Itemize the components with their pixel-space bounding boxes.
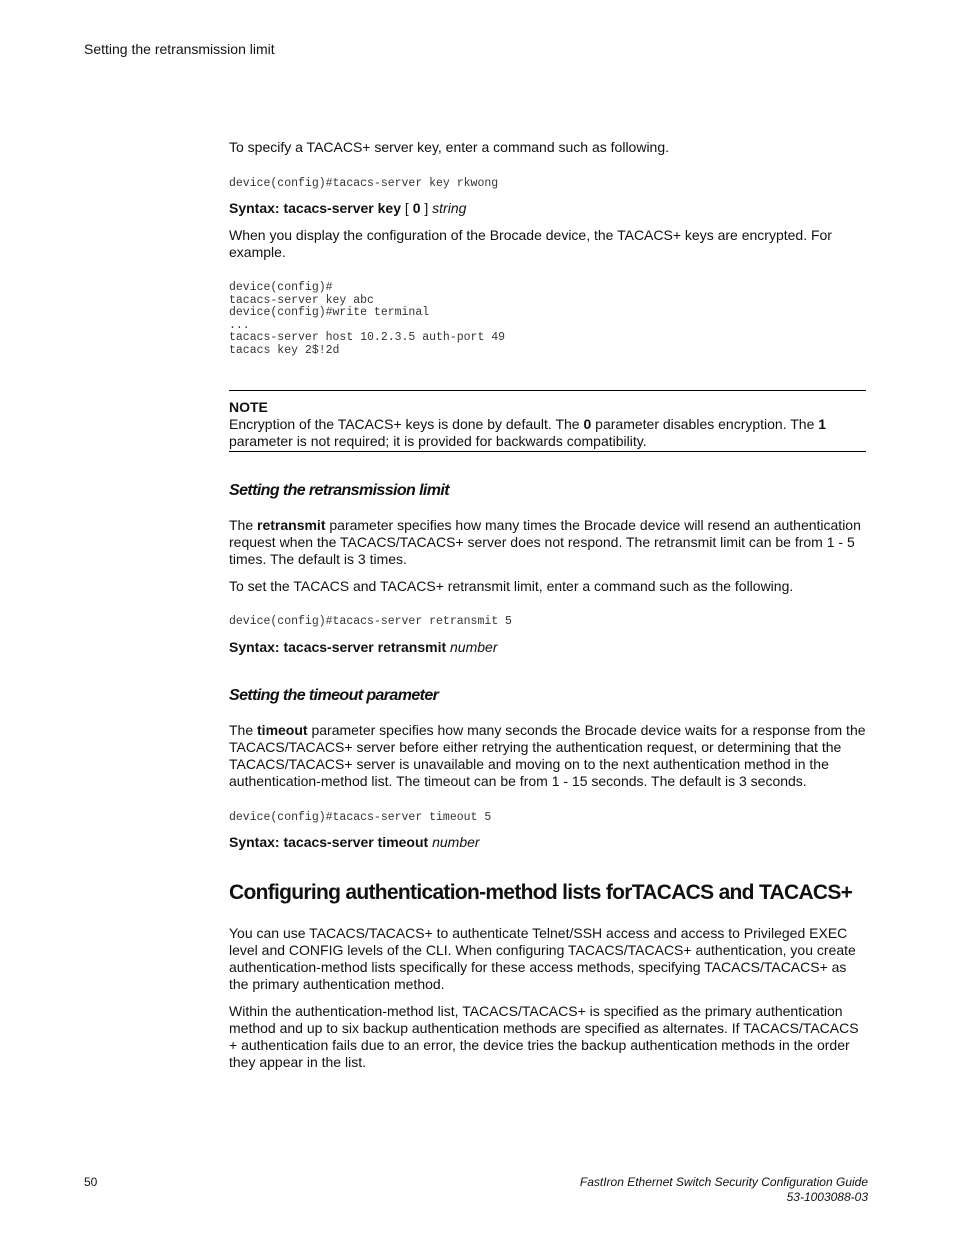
section-heading: Configuring authentication-method lists forTACACS and TACACS+ bbox=[229, 881, 853, 904]
timeout-paragraph bbox=[229, 722, 866, 790]
retransmit-command: device(config)#tacacs-server retransmit 5 bbox=[229, 615, 512, 628]
retransmit-p1-post: parameter specifies how many times the Brocade device will resend an authentication request when the TACACS/TACACS+ server does not respond. The retransmit limit can be from 1 - 5 times. The default is 3 times. bbox=[229, 517, 861, 567]
retransmit-syntax-command: Syntax: tacacs-server retransmit bbox=[229, 639, 447, 655]
timeout-syntax-command: Syntax: tacacs-server timeout bbox=[229, 834, 429, 850]
note-bold-0: 0 bbox=[583, 416, 592, 432]
timeout-p1-pre: The bbox=[229, 722, 258, 738]
key-display-text: When you display the configuration of the Brocade device, the TACACS+ keys are encrypted. For example. bbox=[229, 227, 832, 260]
syntax-bracket-close: ] bbox=[420, 200, 433, 216]
page-number: 50 bbox=[84, 1175, 98, 1189]
note-text-2: parameter disables encryption. The bbox=[591, 416, 819, 432]
retransmit-syntax bbox=[229, 639, 866, 656]
syntax-command: Syntax: tacacs-server key bbox=[229, 200, 402, 216]
timeout-keyword: timeout bbox=[257, 722, 308, 738]
timeout-p1-post: parameter specifies how many seconds the Brocade device waits for a response from the TACACS/TACACS+ server before either retrying the authentication request, or determining that the TACACS/TACACS+ server is unavailable and moving on to the next authentication method in the authentication-method list. The timeout can be from 1 - 15 seconds. The default is 3 seconds. bbox=[229, 722, 866, 789]
syntax-zero: 0 bbox=[412, 200, 421, 216]
footer-title-block bbox=[580, 1175, 868, 1205]
retransmit-paragraph bbox=[229, 517, 866, 568]
section-paragraph-1: You can use TACACS/TACACS+ to authenticate Telnet/SSH access and access to Privileged EXEC level and CONFIG levels of the CLI. When configuring TACACS/TACACS+ authentication, you create authentication-method lists specifically for these access methods, specifying TACACS/TACACS+ as the primary authentication method. bbox=[229, 925, 856, 992]
retransmit-heading: Setting the retransmission limit bbox=[229, 482, 449, 499]
key-syntax bbox=[229, 200, 866, 217]
section-paragraph-2: Within the authentication-method list, TACACS/TACACS+ is specified as the primary authentication method and up to six backup authentication methods are specified as alternates. If TACACS/TACACS + authentication fails due to an error, the device tries the backup authentication methods in the order they appear in the list. bbox=[229, 1003, 859, 1070]
retransmit-instruction: To set the TACACS and TACACS+ retransmit limit, enter a command such as the following. bbox=[229, 578, 794, 594]
key-intro: To specify a TACACS+ server key, enter a command such as following. bbox=[229, 139, 670, 155]
syntax-bracket-open: [ bbox=[401, 200, 413, 216]
running-header: Setting the retransmission limit bbox=[84, 41, 275, 57]
timeout-syntax bbox=[229, 834, 866, 851]
doc-number: 53-1003088-03 bbox=[786, 1190, 868, 1204]
note-text-3: parameter is not required; it is provided for backwards compatibility. bbox=[229, 433, 647, 449]
retransmit-keyword: retransmit bbox=[257, 517, 326, 533]
timeout-command: device(config)#tacacs-server timeout 5 bbox=[229, 811, 492, 824]
note-bold-1: 1 bbox=[818, 416, 827, 432]
note-text-1: Encryption of the TACACS+ keys is done by default. The bbox=[229, 416, 584, 432]
timeout-syntax-param: number bbox=[432, 834, 480, 850]
timeout-heading: Setting the timeout parameter bbox=[229, 687, 439, 704]
note-title: NOTE bbox=[229, 399, 268, 415]
key-display-command: device(config)# tacacs-server key abc device(config)#write terminal ... tacacs-server host 10.2.3.5 auth-port 49 tacacs key 2$!2d bbox=[229, 281, 506, 357]
note-text bbox=[229, 416, 866, 450]
guide-title: FastIron Ethernet Switch Security Configuration Guide bbox=[579, 1175, 868, 1189]
key-command: device(config)#tacacs-server key rkwong bbox=[229, 177, 499, 190]
note-box bbox=[229, 390, 866, 452]
retransmit-p1-pre: The bbox=[229, 517, 258, 533]
retransmit-syntax-param: number bbox=[450, 639, 498, 655]
syntax-param: string bbox=[432, 200, 467, 216]
